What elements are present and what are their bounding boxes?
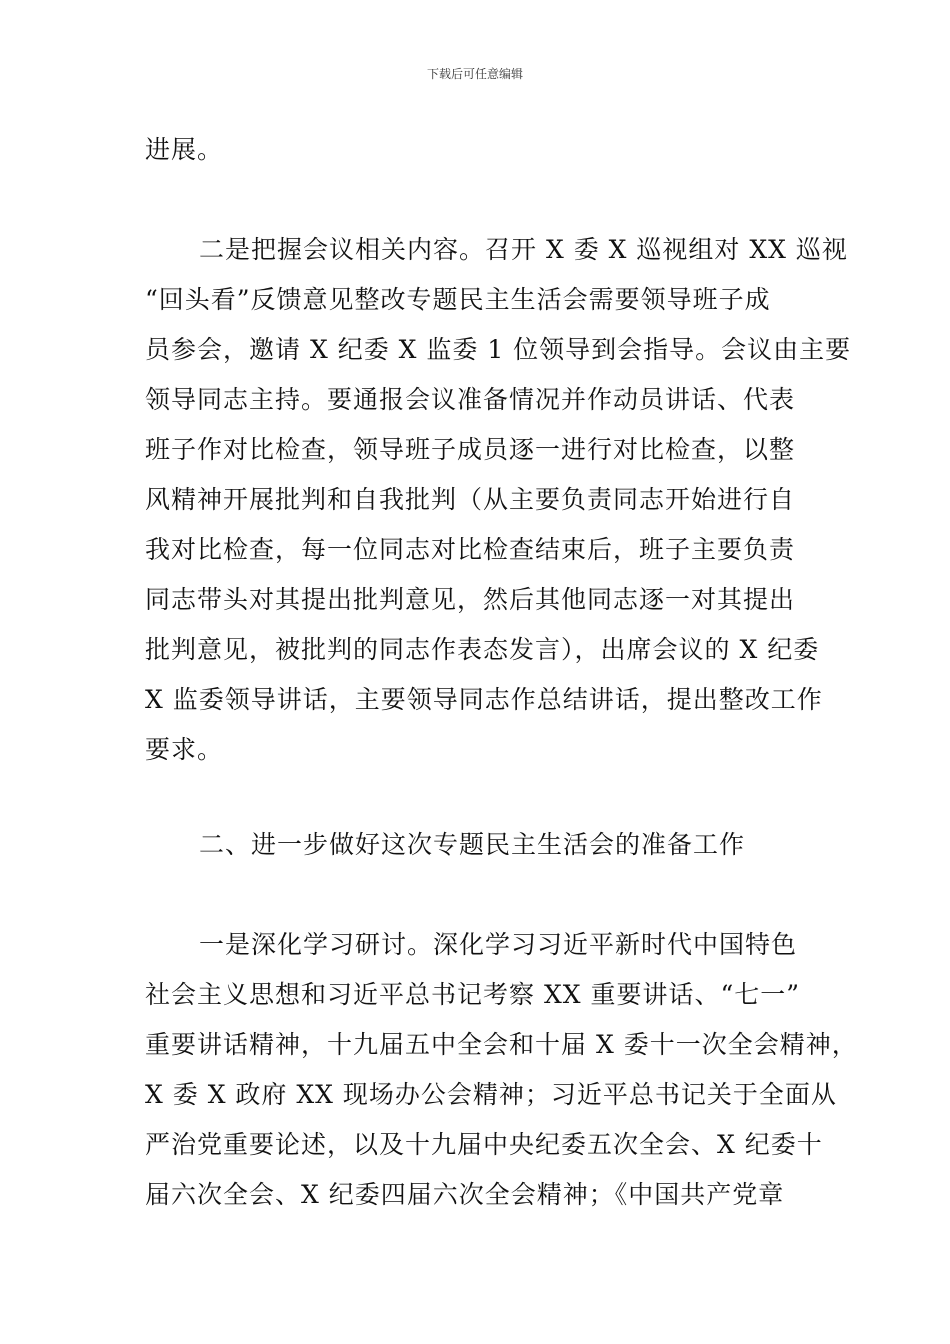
text-line: 我对比检查，每一位同志对比检查结束后，班子主要负责 (145, 535, 796, 564)
text-line: X 委 X 政府 XX 现场办公会精神；习近平总书记关于全面从 (145, 1080, 837, 1109)
section-heading (145, 820, 810, 870)
text-line: 严治党重要论述，以及十九届中央纪委五次全会、X 纪委十 (145, 1130, 823, 1159)
text-line: 领导同志主持。要通报会议准备情况并作动员讲话、代表 (145, 385, 796, 414)
text-line: 一是深化学习研讨。深化学习习近平新时代中国特色 (199, 930, 798, 959)
text-line: 风精神开展批判和自我批判（从主要负责同志开始进行自 (145, 485, 796, 514)
text-line: 要求。 (145, 735, 224, 764)
paragraph-continuation (145, 125, 810, 175)
page-header: 下载后可任意编辑 (426, 67, 523, 81)
text-line: “回头看”反馈意见整改专题民主生活会需要领导班子成 (145, 285, 771, 314)
text-line: 进展。 (145, 135, 224, 164)
text-line: 二是把握会议相关内容。召开 X 委 X 巡视组对 XX 巡视 (199, 235, 848, 264)
heading-line: 二、进一步做好这次专题民主生活会的准备工作 (199, 830, 746, 859)
text-line: X 监委领导讲话，主要领导同志作总结讲话，提出整改工作 (145, 685, 823, 714)
text-line: 员参会，邀请 X 纪委 X 监委 1 位领导到会指导。会议由主要 (145, 335, 852, 364)
text-line: 重要讲话精神，十九届五中全会和十届 X 委十一次全会精神， (145, 1030, 858, 1059)
paragraph-meeting-content (145, 225, 852, 775)
paragraph-deepen-study (145, 920, 858, 1220)
text-line: 班子作对比检查，领导班子成员逐一进行对比检查，以整 (145, 435, 796, 464)
text-line: 同志带头对其提出批判意见，然后其他同志逐一对其提出 (145, 585, 796, 614)
text-line: 社会主义思想和习近平总书记考察 XX 重要讲话、“七一” (145, 980, 801, 1009)
text-line: 批判意见，被批判的同志作表态发言），出席会议的 X 纪委 (145, 635, 820, 664)
text-line: 届六次全会、X 纪委四届六次全会精神；《中国共产党章 (145, 1180, 785, 1209)
